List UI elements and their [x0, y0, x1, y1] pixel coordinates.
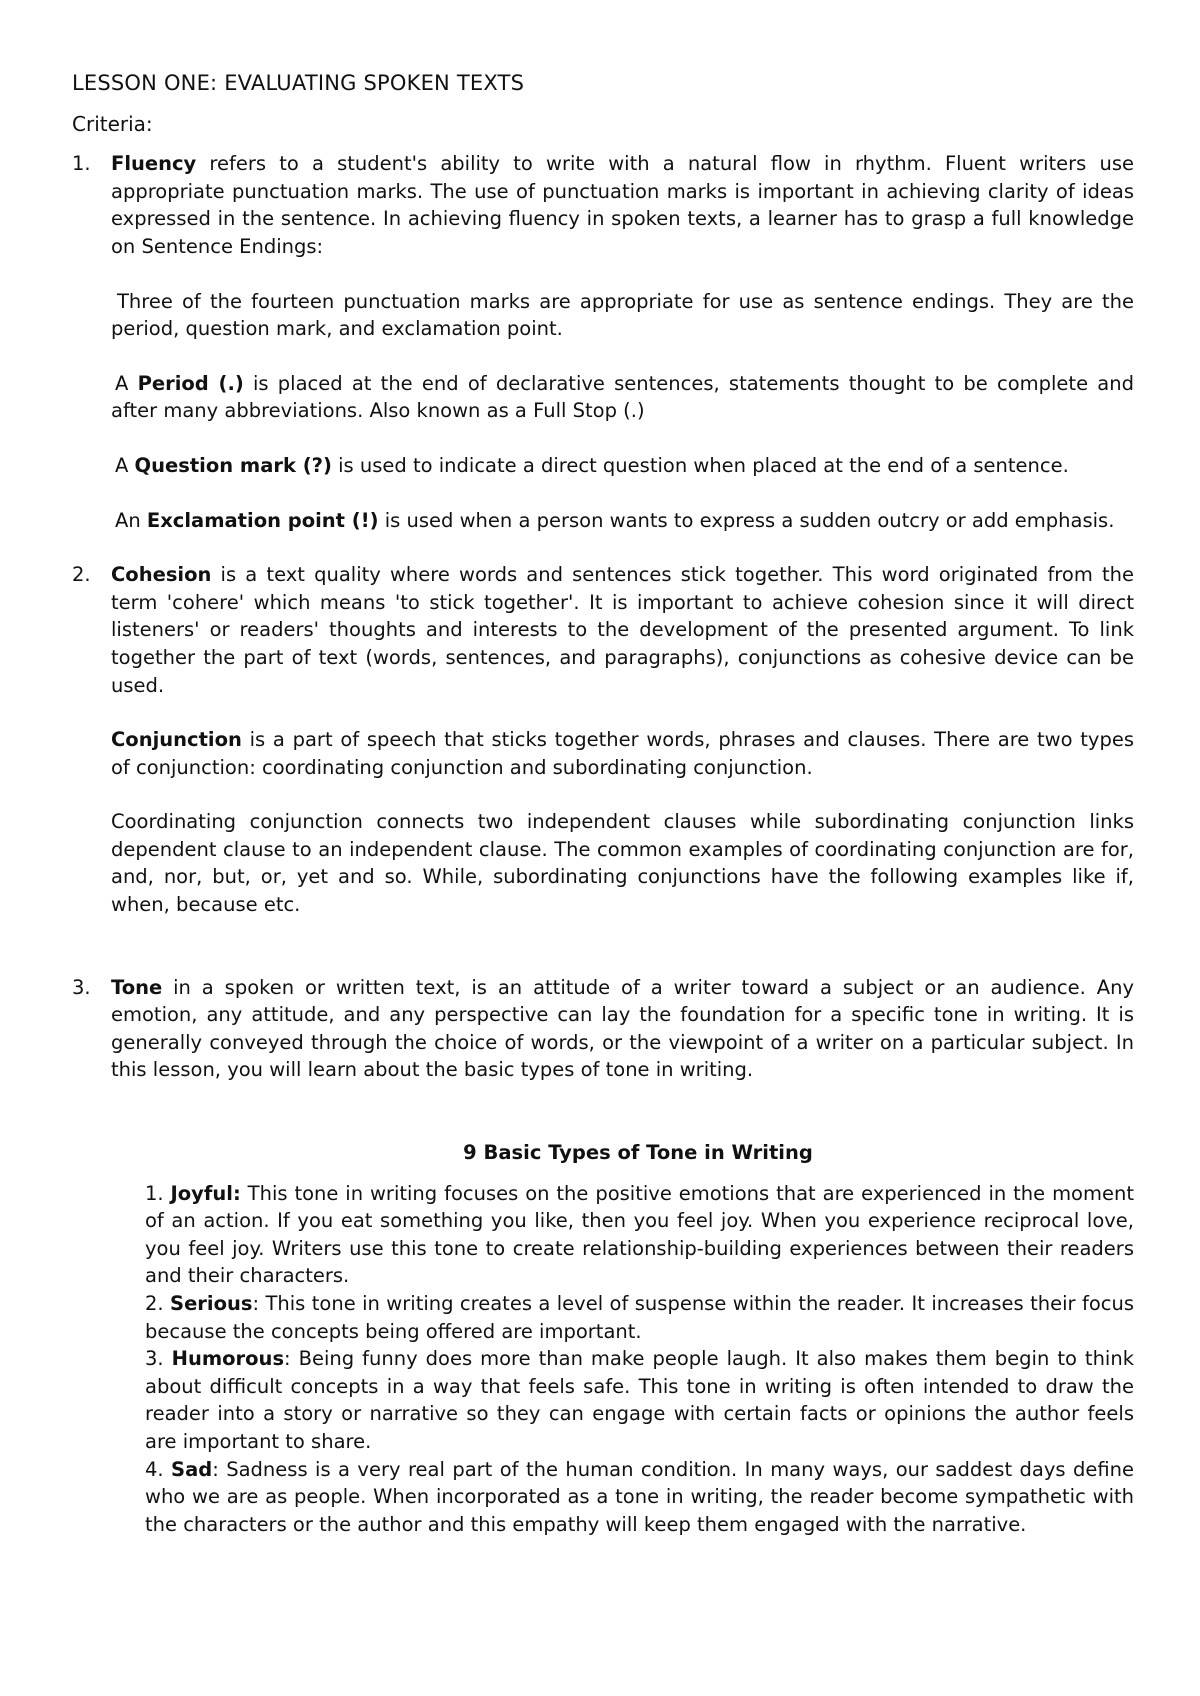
conjunction-paragraph	[111, 726, 1134, 781]
tone-item-number: 2.	[145, 1292, 164, 1315]
sentence-endings-paragraph: Three of the fourteen punctuation marks are appropriate for use as sentence endings. They are the period, question mark, and exclamation point.	[111, 289, 1134, 341]
tone-item-number: 3.	[145, 1347, 164, 1371]
criteria-label: Criteria:	[72, 111, 153, 136]
tone-text: in a spoken or written text, is an attitude of a writer toward a subject or an audience. Any emotion, any attitude, and any perspective can lay the foundation for a specific tone in writing. It is generally conveyed through the choice of words, or the viewpoint of a writer on a particular subject. In this lesson, you will learn about the basic types of tone in writing.	[111, 975, 1134, 1082]
cohesion-term: Cohesion	[111, 563, 212, 587]
cohesion-paragraph	[111, 561, 1134, 699]
question-mark-paragraph	[111, 452, 1134, 480]
question-prefix: A	[115, 453, 135, 477]
criterion-number: 2.	[72, 563, 91, 587]
period-paragraph	[111, 370, 1134, 425]
tone-term: Tone	[111, 975, 163, 999]
tone-list	[72, 1180, 1134, 1539]
tone-item-humorous	[145, 1345, 1134, 1455]
period-prefix: A	[115, 371, 138, 395]
tone-item-text: : This tone in writing creates a level of suspense within the reader. It increases their focus because the concepts being offered are important.	[145, 1292, 1134, 1343]
criterion-fluency	[72, 150, 1134, 534]
tone-item-serious	[145, 1290, 1134, 1345]
tone-item-name: Joyful:	[170, 1181, 241, 1205]
tone-item-joyful	[145, 1180, 1134, 1290]
tone-section-title: 9 Basic Types of Tone in Writing	[463, 1141, 813, 1165]
exclamation-prefix: An	[115, 508, 147, 532]
exclamation-text: is used when a person wants to express a sudden outcry or add emphasis.	[378, 508, 1115, 532]
coordinating-paragraph: Coordinating conjunction connects two independent clauses while subordinating conjunction links dependent clause to an independent clause. The common examples of coordinating conjunction are for, and, nor, but, or, yet and so. While, subordinating conjunctions have the following examples like if, when, because etc.	[111, 810, 1134, 917]
cohesion-text: is a text quality where words and sentences stick together. This word originated from the term 'cohere' which means 'to stick together'. It is important to achieve cohesion since it will direct listeners' or readers' thoughts and interests to the development of the presented argument. To link together the part of text (words, sentences, and paragraphs), conjunctions as cohesive device can be used.	[111, 563, 1134, 697]
tone-item-number: 4.	[145, 1457, 164, 1481]
tone-item-name: Serious	[170, 1292, 253, 1315]
question-mark-term: Question mark (?)	[134, 453, 332, 477]
criterion-cohesion	[72, 561, 1134, 919]
tone-item-name: Sad	[171, 1457, 213, 1481]
fluency-paragraph	[111, 150, 1134, 260]
tone-item-text: This tone in writing focuses on the positive emotions that are experienced in the moment of an action. If you eat something you like, then you feel joy. When you experience reciprocal love, you feel joy. Writers use this tone to create relationship-building experiences between their readers and their characters.	[145, 1181, 1134, 1288]
period-term: Period (.)	[137, 371, 244, 395]
question-mark-text: is used to indicate a direct question when placed at the end of a sentence.	[331, 453, 1069, 477]
lesson-title: LESSON ONE: EVALUATING SPOKEN TEXTS	[72, 71, 525, 95]
tone-paragraph	[111, 974, 1134, 1084]
criterion-number: 1.	[72, 152, 91, 176]
conjunction-term: Conjunction	[111, 728, 242, 752]
tone-item-name: Humorous	[171, 1347, 285, 1371]
tone-item-text: : Being funny does more than make people laugh. It also makes them begin to think about difficult concepts in a way that feels safe. This tone in writing is often intended to draw the reader into a story or narrative so they can engage with certain facts or opinions the author feels are important to share.	[145, 1347, 1134, 1453]
exclamation-term: Exclamation point (!)	[146, 508, 379, 532]
fluency-term: Fluency	[111, 152, 197, 176]
tone-item-number: 1.	[145, 1181, 164, 1205]
tone-item-sad	[145, 1456, 1134, 1539]
conjunction-text: is a part of speech that sticks together words, phrases and clauses. There are two types of conjunction: coordinating conjunction and subordinating conjunction.	[111, 728, 1134, 779]
fluency-text: refers to a student's ability to write with a natural flow in rhythm. Fluent writers use appropriate punctuation marks. The use of punctuation marks is important in achieving clarity of ideas expressed in the sentence. In achieving fluency in spoken texts, a learner has to grasp a full knowledge on Sentence Endings:	[111, 152, 1134, 258]
exclamation-paragraph	[111, 507, 1134, 535]
criterion-number: 3.	[72, 975, 91, 999]
tone-item-text: : Sadness is a very real part of the human condition. In many ways, our saddest days define who we are as people. When incorporated as a tone in writing, the reader become sympathetic with the characters or the author and this empathy will keep them engaged with the narrative.	[145, 1457, 1135, 1536]
period-text: is placed at the end of declarative sentences, statements thought to be complete and after many abbreviations. Also known as a Full Stop (.)	[111, 371, 1134, 423]
criterion-tone	[72, 974, 1134, 1084]
